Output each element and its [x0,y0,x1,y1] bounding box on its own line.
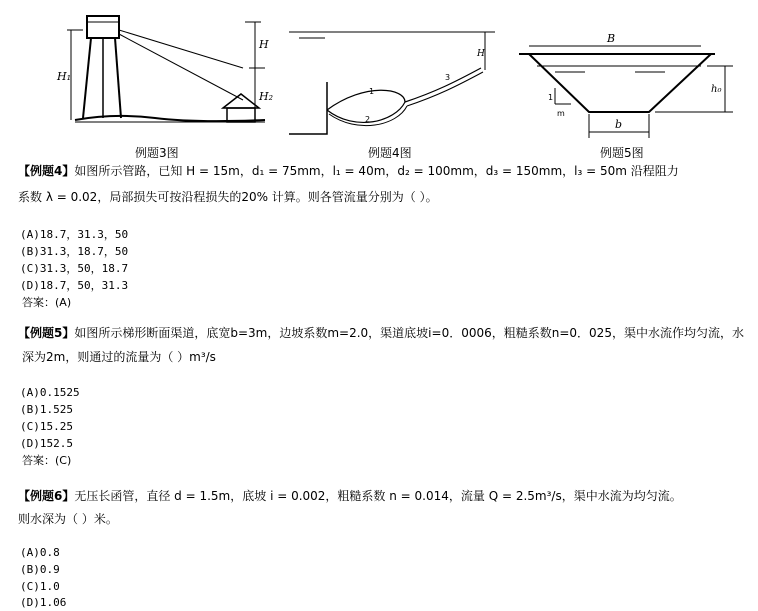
q4-option-d: (D)18.7，50，31.3 [20,279,129,292]
q5-tag: 【例题5】 [18,326,75,340]
label-pipe-2: 2 [365,115,371,124]
q6-option-a: (A)0.8 [20,546,60,559]
q4-option-c: (C)31.3，50，18.7 [20,262,129,275]
ground-line [75,116,265,121]
q4-text-2: 系数 λ = 0.02，局部损失可按沿程损失的20% 计算。则各管流量分别为（ ）。 [18,190,438,204]
figure-5-caption: 例题5图 [600,146,644,160]
q6-text-2: 则水深为（ ）米。 [18,512,118,526]
label-b: b [615,118,623,131]
label-pipe-1: 1 [369,87,375,96]
q4-line-1 [18,160,750,182]
label-H: H [259,38,269,51]
q5-option-a: (A)0.1525 [20,386,80,399]
label-slope-m: m [557,109,565,118]
q5-line-1 [18,322,750,344]
label-slope-1: 1 [548,93,554,102]
trapezoid-channel [529,54,711,112]
pipeline [119,30,243,68]
pipe-3 [405,68,481,102]
label-H2: H₂ [259,90,274,103]
q6-option-d: (D)1.06 [20,596,67,609]
q4-text-1: 如图所示管路，已知 H = 15m，d₁ = 75mm，l₁ = 40m，d₂ = 100mm，d₃ = 150mm，l₃ = 50m 沿程阻力 [74,164,679,178]
q6-option-c: (C)1.0 [20,580,60,593]
reservoir-wall [289,82,327,134]
water-tank [87,16,119,38]
q4-answer: 答案：(A) [22,296,72,309]
q6-text-1: 无压长函管，直径 d = 1.5m，底坡 i = 0.002，粗糙系数 n = 0.014，流量 Q = 2.5m³/s，渠中水流为均匀流。 [74,489,682,503]
q4-line-2 [18,186,750,208]
pipe-1 [327,90,405,110]
label-B: B [607,32,616,45]
figure-4-caption: 例题4图 [368,146,412,160]
label-H1: H₁ [57,70,72,83]
figure-5-diagram [515,26,745,148]
q5-option-d: (D)152.5 [20,437,73,450]
figure-4-diagram [285,22,500,140]
q6-line-1 [18,485,750,507]
q5-text-2: 深为2m，则通过的流量为（ ）m³/s [22,350,216,364]
q6-line-2 [18,508,750,530]
q6-tag: 【例题6】 [18,489,75,503]
label-h0: h₀ [711,84,722,95]
q5-option-c: (C)15.25 [20,420,73,433]
q4-option-a: (A)18.7，31.3，50 [20,228,129,241]
house [223,94,259,108]
figure-3-diagram [55,8,275,140]
q5-option-b: (B)1.525 [20,403,73,416]
label-H: H [477,49,485,59]
q5-answer: 答案：(C) [22,454,72,467]
figure-3-caption: 例题3图 [135,146,179,160]
q6-option-b: (B)0.9 [20,563,60,576]
label-pipe-3: 3 [445,73,451,82]
q4-option-b: (B)31.3，18.7，50 [20,245,129,258]
q5-line-2 [22,346,750,368]
q5-text-1: 如图所示梯形断面渠道，底宽b=3m，边坡系数m=2.0，渠道底坡i=0．0006，粗糙系数n=0．025，渠中水流作均匀流，水 [74,326,744,340]
q4-tag: 【例题4】 [18,164,75,178]
